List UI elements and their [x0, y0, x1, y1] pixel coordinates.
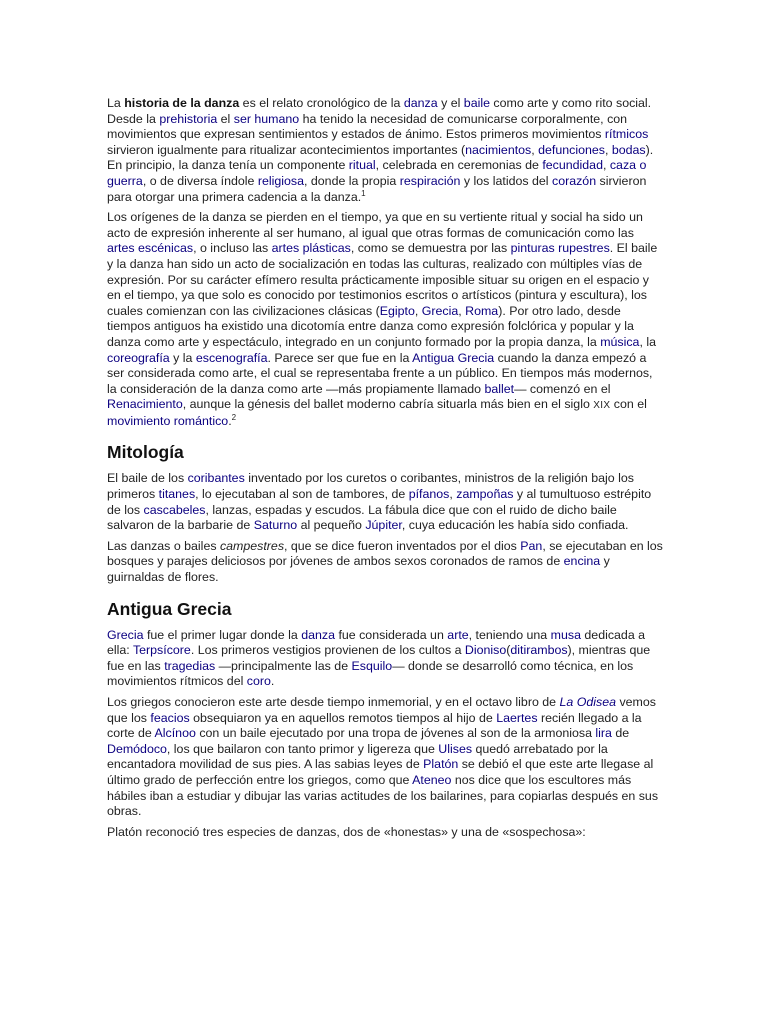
bold-term: historia de la danza	[124, 96, 240, 110]
link-pinturas-rupestres[interactable]: pinturas rupestres	[510, 241, 610, 256]
link-defunciones[interactable]: defunciones	[538, 142, 605, 157]
link-pifanos[interactable]: pífanos	[408, 487, 450, 502]
link-baile[interactable]: baile	[463, 96, 490, 110]
link-esquilo[interactable]: Esquilo	[351, 658, 393, 673]
link-bodas[interactable]: bodas	[611, 142, 646, 157]
link-encina[interactable]: encina	[563, 554, 601, 569]
link-jupiter[interactable]: Júpiter	[365, 518, 402, 533]
link-titanes[interactable]: titanes	[158, 487, 196, 502]
mitologia-paragraph-1: El baile de los coribantes inventado por los curetos o coribantes, ministros de la religión bajo los primeros titanes, lo ejecutaban al son de tambores, de pífanos, zampoñas y al tumultuoso estrépito de los cascabeles, lanzas, espadas y escudos. La fábula dice que con el ruido de dicho baile salvaron de la barbarie de Saturno al pequeño Júpiter, cuya educación les había sido confiada.	[107, 471, 652, 533]
link-ateneo[interactable]: Ateneo	[412, 772, 452, 787]
heading-antigua-grecia: Antigua Grecia	[107, 598, 232, 619]
link-lira[interactable]: lira	[595, 726, 612, 741]
link-danza[interactable]: danza	[301, 627, 335, 642]
link-coribantes[interactable]: coribantes	[187, 471, 245, 486]
link-zamponas[interactable]: zampoñas	[456, 487, 514, 502]
link-ritual[interactable]: ritual	[348, 158, 376, 173]
link-platon[interactable]: Platón	[423, 757, 459, 772]
link-caza[interactable]: caza	[609, 158, 637, 173]
link-danza[interactable]: danza	[403, 96, 438, 110]
link-antigua-grecia[interactable]: Antigua Grecia	[412, 350, 495, 365]
link-ser-humano[interactable]: ser humano	[233, 111, 300, 126]
footnote-ref[interactable]: 1	[361, 188, 366, 198]
intro-paragraph-2: Los orígenes de la danza se pierden en el tiempo, ya que en su vertiente ritual y social ha sido un acto de expresión inherente al ser humano, al igual que otras formas de comunicación como las artes escénicas, o incluso las artes plásticas, como se demuestra por las pinturas rupestres. El baile y la danza han sido un acto de socialización en todas las culturas, realizado con múltiples vías de expresión. Por su carácter efímero resulta prácticamente imposible situar su origen en el espacio y en el tiempo, ya que solo es conocido por testimonios escritos o artísticos (pintura y escultura), los cuales comienzan con las civilizaciones clásicas (Egipto, Grecia, Roma). Por otro lado, desde tiempos antiguos ha existido una dicotomía entre danza como expresión folclórica y popular y la danza como arte y espectáculo, integrado en un conjunto formado por la propia danza, la música, la coreografía y la escenografía. Parece ser que fue en la Antigua Grecia cuando la danza empezó a ser considerada como arte, el cual se representaba frente a un público. En tiempos más modernos, la consideración de la danza como arte —más propiamente llamado ballet— comenzó en el Renacimiento, aunque la génesis del ballet moderno cabría situarla más bien en el siglo XIX con el movimiento romántico.$^2$	[107, 210, 658, 428]
link-egipto[interactable]: Egipto	[379, 303, 415, 318]
link-grecia[interactable]: Grecia	[421, 303, 459, 318]
link-terpsicore[interactable]: Terpsícore	[132, 643, 191, 658]
italic-term: campestres	[219, 538, 285, 553]
mitologia-paragraph-2: Las danzas o bailes campestres, que se dice fueron inventados por el dios Pan, se ejecutaban en los bosques y parajes deliciosos por jóvenes de ambos sexos coronados de ramos de encina y guirnaldas de flores.	[107, 538, 663, 585]
link-prehistoria[interactable]: prehistoria	[159, 111, 218, 126]
link-demodoco[interactable]: Demódoco	[107, 741, 167, 756]
link-alcinoo[interactable]: Alcínoo	[154, 726, 196, 741]
link-ditirambos[interactable]: ditirambos	[510, 643, 568, 658]
link-la-odisea[interactable]: La Odisea	[559, 695, 616, 709]
link-artes-escenicas[interactable]: artes escénicas	[107, 241, 194, 256]
link-artes-plasticas[interactable]: artes plásticas	[271, 241, 351, 256]
link-tragedias[interactable]: tragedias	[164, 658, 216, 673]
link-nacimientos[interactable]: nacimientos	[465, 142, 532, 157]
link-pan[interactable]: Pan	[520, 538, 543, 553]
link-feacios[interactable]: feacios	[150, 710, 190, 725]
link-grecia[interactable]: Grecia	[107, 627, 144, 642]
link-coro[interactable]: coro	[246, 674, 271, 689]
link-movimiento-romantico[interactable]: movimiento romántico	[107, 413, 229, 428]
link-fecundidad[interactable]: fecundidad	[542, 158, 603, 173]
link-ballet[interactable]: ballet	[484, 381, 515, 396]
link-renacimiento[interactable]: Renacimiento	[107, 397, 183, 412]
link-escenografia[interactable]: escenografía	[195, 350, 268, 365]
link-cascabeles[interactable]: cascabeles	[143, 502, 206, 517]
link-religiosa[interactable]: religiosa	[257, 173, 305, 188]
century-numeral: XIX	[593, 400, 611, 412]
link-corazon[interactable]: corazón	[552, 173, 597, 188]
grecia-paragraph-3: Platón reconoció tres especies de danzas, dos de «honestas» y una de «sospechosa»:	[107, 824, 586, 839]
link-respiracion[interactable]: respiración	[399, 173, 461, 188]
link-roma[interactable]: Roma	[465, 303, 499, 318]
link-o[interactable]: o	[639, 158, 647, 173]
link-musa[interactable]: musa	[550, 627, 581, 642]
link-saturno[interactable]: Saturno	[253, 518, 298, 533]
link-dioniso[interactable]: Dioniso	[464, 643, 507, 658]
link-coreografia[interactable]: coreografía	[107, 350, 170, 365]
article-body	[107, 96, 664, 845]
heading-mitologia: Mitología	[107, 442, 184, 463]
link-musica[interactable]: música	[600, 334, 640, 349]
grecia-paragraph-2: Los griegos conocieron este arte desde tiempo inmemorial, y en el octavo libro de La Odisea vemos que los feacios obsequiaron ya en aquellos remotos tiempos al hijo de Laertes recién llegado a la corte de Alcínoo con un baile ejecutado por una tropa de jóvenes al son de la armoniosa lira de Demódoco, los que bailaron con tanto primor y ligereza que Ulises quedó arrebatado por la encantadora movilidad de sus pies. A las sabias leyes de Platón se debió el que este arte llegase al último grado de perfección entre los griegos, como que Ateneo nos dice que los escultores más hábiles iban a estudiar y dibujar las varias actitudes de los bailarines, para copiarlas después en sus obras.	[107, 695, 659, 819]
link-arte[interactable]: arte	[447, 627, 469, 642]
grecia-paragraph-1: Grecia fue el primer lugar donde la danza fue considerada un arte, teniendo una musa dedicada a ella: Terpsícore. Los primeros vestigios provienen de los cultos a Dioniso(ditirambos), mientras que fue en las tragedias —principalmente las de Esquilo— donde se desarrolló como técnica, en los movimientos rítmicos del coro.	[107, 627, 651, 689]
link-ritmicos[interactable]: rítmicos	[604, 127, 649, 142]
link-ulises[interactable]: Ulises	[438, 741, 473, 756]
link-laertes[interactable]: Laertes	[496, 710, 538, 725]
intro-paragraph-1: La historia de la danza es el relato cronológico de la danza y el baile como arte y como rito social. Desde la prehistoria el ser humano ha tenido la necesidad de comunicarse corporalmente, con movimientos que expresan sentimientos y estados de ánimo. Estos primeros movimientos rítmicos sirvieron igualmente para ritualizar acontecimientos importantes (nacimientos, defunciones, bodas). En principio, la danza tenía un componente ritual, celebrada en ceremonias de fecundidad, caza o guerra, o de diversa índole religiosa, donde la propia respiración y los latidos del corazón sirvieron para otorgar una primera cadencia a la danza.$^1$	[107, 96, 654, 204]
footnote-ref[interactable]: 2	[231, 412, 237, 422]
link-guerra[interactable]: guerra	[107, 173, 143, 188]
